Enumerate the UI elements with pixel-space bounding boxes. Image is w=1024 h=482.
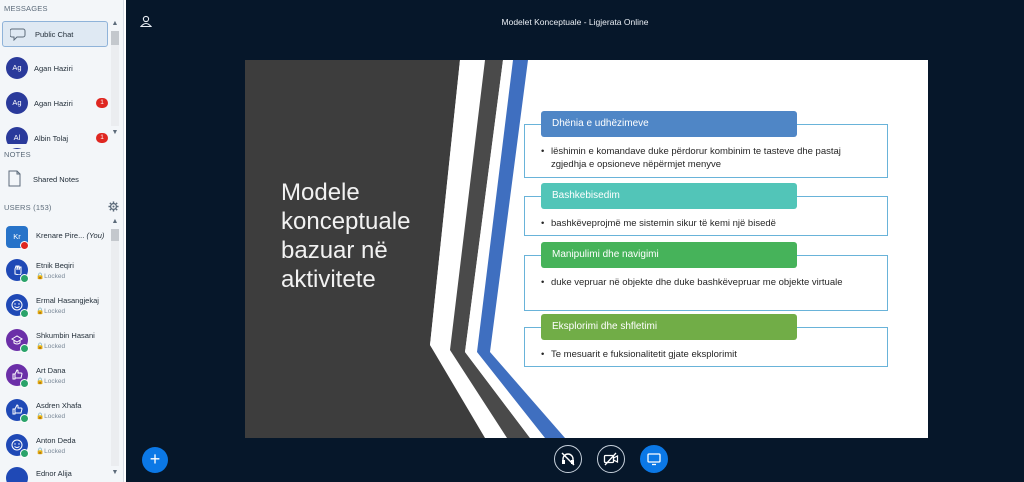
chat-name: Albin Tolaj <box>34 134 69 143</box>
presentation-area <box>126 0 1024 482</box>
lock-status: 🔒Locked <box>36 308 66 315</box>
unread-badge: 1 <box>96 133 108 143</box>
public-chat-item[interactable] <box>2 21 108 47</box>
user-name: Asdren Xhafa <box>36 401 82 410</box>
meeting-title: Modelet Konceptuale - Ligjerata Online <box>501 17 649 27</box>
actions-plus-button[interactable]: + <box>142 447 168 473</box>
lock-status: 🔒Locked <box>36 413 66 420</box>
hand-icon <box>12 264 23 275</box>
avatar <box>6 467 28 482</box>
chat-item[interactable] <box>6 57 110 79</box>
presenter-badge <box>20 241 29 250</box>
headphones-muted-icon <box>560 451 576 467</box>
status-badge <box>20 414 29 423</box>
user-item[interactable] <box>6 360 110 390</box>
user-name: Ermal Hasangjekaj <box>36 296 99 305</box>
status-badge <box>20 449 29 458</box>
chat-name: Agan Haziri <box>34 99 73 108</box>
notes-section-title: NOTES <box>4 150 31 159</box>
thumbs-up-icon <box>12 369 23 380</box>
user-name: Anton Deda <box>36 436 76 445</box>
slide-title: Modele konceptuale bazuar në aktivitete <box>281 179 411 293</box>
users-scroll-down[interactable]: ▼ <box>111 469 119 476</box>
section-heading: Manipulimi dhe navigimi <box>541 242 797 268</box>
section-bullet: • Te mesuarit e fuksionalitetit gjate eksplorimit <box>541 349 737 360</box>
video-off-button[interactable] <box>597 445 625 473</box>
user-item[interactable] <box>6 255 110 285</box>
sidebar <box>0 0 124 482</box>
user-name: Krenare Pire... (You) <box>36 231 105 240</box>
chat-name: Agan Haziri <box>34 64 73 73</box>
shared-notes-item[interactable] <box>6 168 110 190</box>
section-heading: Bashkebisedim <box>541 183 797 209</box>
unread-badge: 1 <box>96 98 108 108</box>
presentation-slide <box>245 60 928 438</box>
avatar: Kr <box>6 226 28 248</box>
thumbs-up-icon <box>12 404 23 415</box>
section-bullet: • lëshimin e komandave duke përdorur kombinim te tasteve dhe pastaj zgjedhja e opsioneve nëpërmjet menyve <box>541 146 841 170</box>
screen-share-button[interactable] <box>640 445 668 473</box>
public-chat-label: Public Chat <box>35 30 74 39</box>
users-section-title: USERS (153) <box>4 203 52 212</box>
messages-scroll-up[interactable]: ▲ <box>111 20 119 27</box>
messages-scroll-down[interactable]: ▼ <box>111 129 119 136</box>
user-item[interactable] <box>6 463 110 482</box>
lock-status: 🔒Locked <box>36 273 66 280</box>
section-heading: Dhënia e udhëzimeve <box>541 111 797 137</box>
users-scrollbar[interactable] <box>111 229 119 466</box>
user-item[interactable] <box>6 222 110 252</box>
user-item[interactable] <box>6 395 110 425</box>
section-heading: Eksplorimi dhe shfletimi <box>541 314 797 340</box>
user-name: Art Dana <box>36 366 66 375</box>
users-scroll-up[interactable]: ▲ <box>111 218 119 225</box>
status-badge <box>20 344 29 353</box>
avatar: Ag <box>6 92 28 114</box>
user-name: Etnik Beqiri <box>36 261 74 270</box>
user-item[interactable] <box>6 430 110 460</box>
lock-status: 🔒Locked <box>36 378 66 385</box>
monitor-icon <box>646 451 662 467</box>
status-badge <box>20 274 29 283</box>
user-name: Ednor Alija <box>36 469 72 478</box>
messages-section-title: MESSAGES <box>4 4 48 13</box>
chat-item[interactable] <box>6 92 110 114</box>
document-icon <box>8 170 21 187</box>
user-item[interactable] <box>6 325 110 355</box>
chat-bubble-icon <box>10 27 27 41</box>
status-badge <box>20 309 29 318</box>
lock-status: 🔒Locked <box>36 448 66 455</box>
avatar: Al <box>6 127 28 149</box>
user-item[interactable] <box>6 290 110 320</box>
section-bullet: • duke vepruar në objekte dhe duke bashkëvepruar me objekte virtuale <box>541 277 843 288</box>
avatar: Ag <box>6 57 28 79</box>
status-badge <box>20 379 29 388</box>
user-name: Shkumbin Hasani <box>36 331 95 340</box>
section-bullet: • bashkëveprojmë me sistemin sikur të kemi një bisedë <box>541 218 776 229</box>
gear-icon[interactable] <box>108 201 119 212</box>
shared-notes-label: Shared Notes <box>33 175 79 184</box>
messages-scrollbar[interactable] <box>111 31 119 126</box>
audio-off-button[interactable] <box>554 445 582 473</box>
lock-status: 🔒Locked <box>36 343 66 350</box>
camera-off-icon <box>603 451 619 467</box>
